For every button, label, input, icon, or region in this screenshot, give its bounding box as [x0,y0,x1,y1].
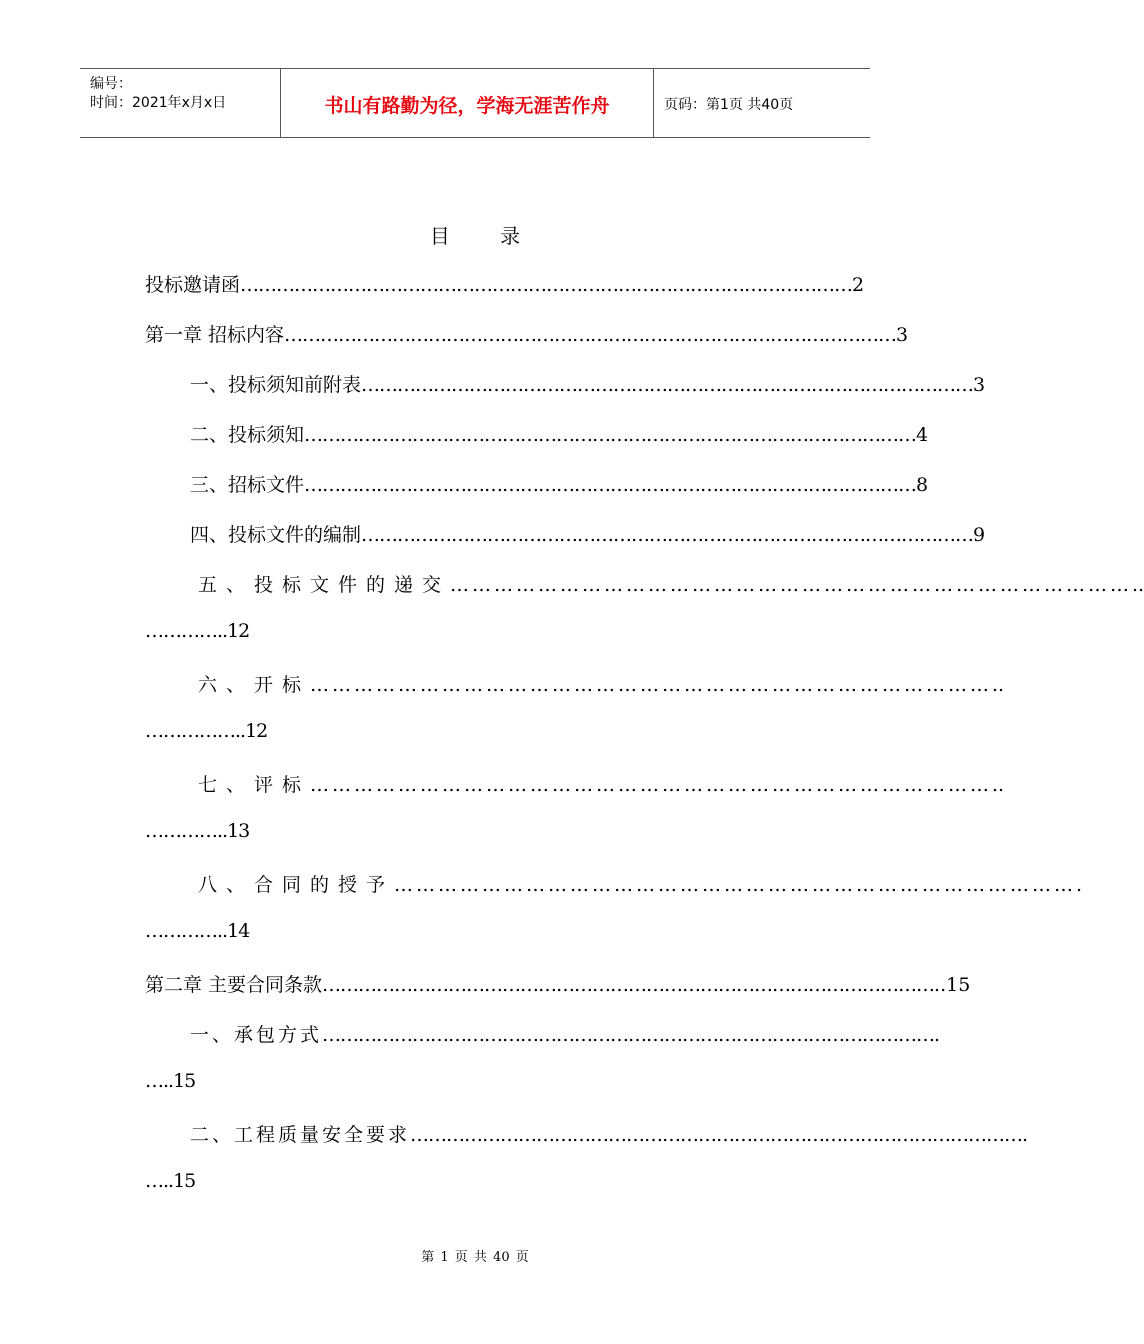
toc-entry-title: 四、投标文件的编制 [190,524,362,546]
toc-entry[interactable] [190,520,986,546]
toc-entry-title: 一、承包方式 [190,1024,323,1046]
toc-entry-continuation: …..15 [145,1070,196,1092]
toc-entry-title: 二、投标须知 [190,424,305,446]
toc-entry-page: 4 [916,424,929,446]
toc-entry-continuation: …………..12 [145,620,250,642]
header-info-cell [80,69,281,137]
toc-entry-page: ..15 [934,974,971,996]
toc-leader-dots: ………………………………………………………………………………… [450,574,1133,596]
toc-entry-continuation: …..15 [145,1170,196,1192]
document-number-label: 编号： [90,76,132,92]
toc-entry[interactable] [190,1120,1029,1146]
toc-entry-title: 六、开标 [198,674,311,696]
toc-entry-title: 第一章 招标内容 [145,324,285,346]
toc-leader-dots: ………………………………………………………………………………………… [322,974,935,996]
toc-leader-dots: ………………………………………………………………………………………… [410,1124,1023,1146]
toc-leader-dots: ………………………………………………………………………………………… [361,374,974,396]
toc-leader-dots: ………………………………………………………………………………………… [304,424,917,446]
toc-entry-continuation: …………..14 [145,920,250,942]
toc-title: 目 录 [429,224,543,248]
header-page-cell [654,69,870,137]
toc-entry[interactable] [145,270,865,296]
toc-entry-title: 第二章 主要合同条款 [145,974,323,996]
toc-entry[interactable] [190,470,929,496]
document-time-label: 时间：2021年x月x日 [90,95,227,111]
toc-entry-continuation: ……………..12 [145,720,268,742]
toc-entry-title: 投标邀请函 [145,274,241,296]
toc-entry[interactable] [190,1020,941,1046]
toc-entry-title: 二、工程质量安全要求 [190,1124,411,1146]
toc-entry-tail: . [1076,874,1083,896]
header-page-code: 页码：第1页 共40页 [664,97,794,113]
toc-leader-dots: ………………………………………………………………………………… [394,874,1077,896]
toc-leader-dots: ………………………………………………………………………………………… [240,274,853,296]
toc-entry-title: 三、招标文件 [190,474,305,496]
toc-entry-tail: .. [992,674,1005,696]
toc-entry-title: 一、投标须知前附表 [190,374,362,396]
toc-entry-tail: . [934,1024,941,1046]
toc-entry[interactable] [198,670,1005,696]
page-footer: 第 1 页 共 40 页 [421,1250,529,1265]
toc-entry-page: 8 [916,474,929,496]
toc-entry-title: 七、评标 [198,774,311,796]
toc-entry-page: 9 [973,524,986,546]
toc-entry-continuation: …………..13 [145,820,250,842]
toc-entry[interactable] [145,320,909,346]
toc-entry-tail: .. [992,774,1005,796]
toc-leader-dots: ………………………………………………………………………………………… [304,474,917,496]
toc-entry-title: 八、合同的授予 [198,874,395,896]
toc-entry[interactable] [198,570,1144,596]
toc-leader-dots: ………………………………………………………………………………………… [284,324,897,346]
toc-leader-dots: ………………………………………………………………………………………… [361,524,974,546]
toc-entry[interactable] [198,770,1005,796]
toc-entry[interactable] [145,970,971,996]
toc-leader-dots: ………………………………………………………………………………………… [322,1024,935,1046]
toc-entry[interactable] [190,420,929,446]
toc-entry-page: 3 [896,324,909,346]
toc-entry-page: 2 [852,274,865,296]
toc-entry[interactable] [198,870,1083,896]
toc-entry-tail: .. [1132,574,1144,596]
toc-entry-page: 3 [973,374,986,396]
toc-leader-dots: ………………………………………………………………………………… [310,774,993,796]
header-motto-cell [281,69,654,137]
toc-entry-title: 五、投标文件的递交 [198,574,451,596]
header-motto: 书山有路勤为径，学海无涯苦作舟 [324,95,610,117]
toc-entry-tail: . [1022,1124,1029,1146]
page-header [80,68,870,138]
toc-entry[interactable] [190,370,986,396]
toc-leader-dots: ………………………………………………………………………………… [310,674,993,696]
